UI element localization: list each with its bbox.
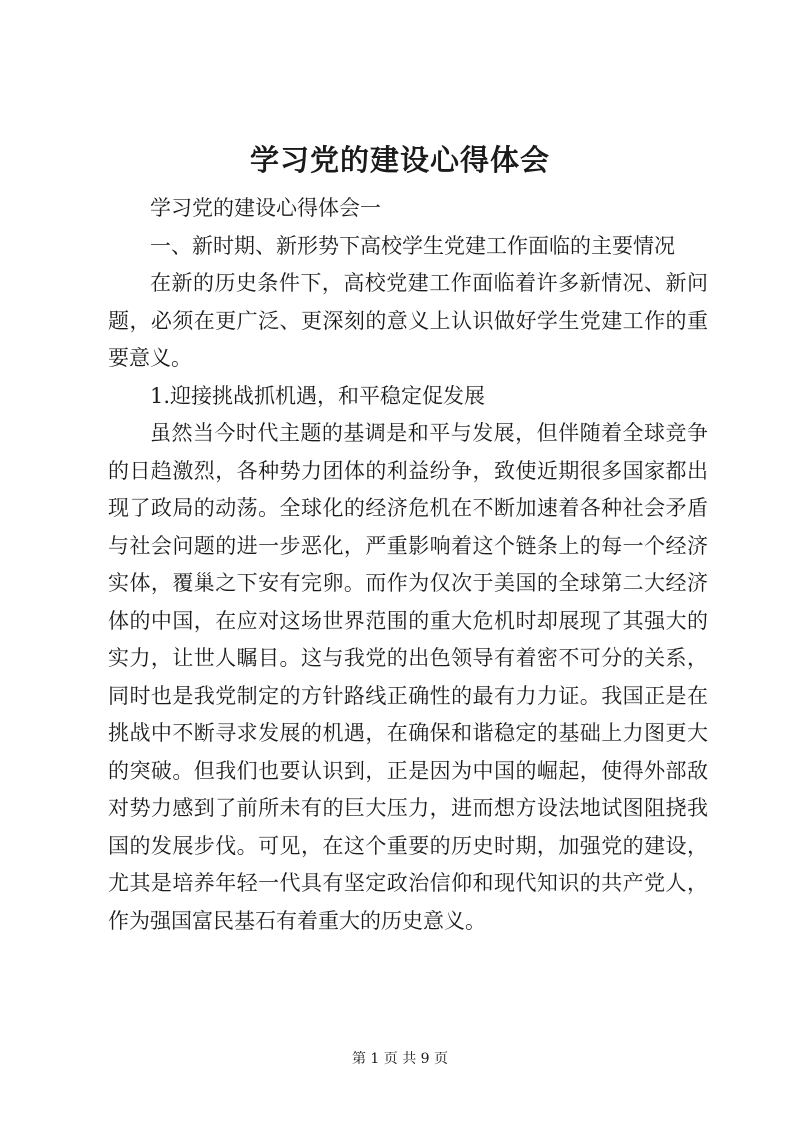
page-footer: 第 1 页 共 9 页	[351, 1051, 449, 1067]
document-body	[108, 190, 708, 940]
section-heading: 学习党的建设心得体会一	[150, 196, 381, 220]
point-heading: 1.迎接挑战抓机遇，和平稳定促发展	[150, 383, 486, 408]
body-paragraph: 在新的历史条件下，高校党建工作面临着许多新情况、新问题，必须在更广泛、更深刻的意义上认识做好学生党建工作的重要意义。	[108, 271, 708, 370]
document-title: 学习党的建设心得体会	[249, 143, 550, 177]
subsection-heading: 一、新时期、新形势下高校学生党建工作面临的主要情况	[150, 233, 675, 258]
body-paragraph: 虽然当今时代主题的基调是和平与发展，但伴随着全球竞争的日趋激烈，各种势力团体的利益纷争，致使近期很多国家都出现了政局的动荡。全球化的经济危机在不断加速着各种社会矛盾与社会问题的进一步恶化，严重影响着这个链条上的每一个经济实体，覆巢之下安有完卵。而作为仅次于美国的全球第二大经济体的中国，在应对这场世界范围的重大危机时却展现了其强大的实力，让世人瞩目。这与我党的出色领导有着密不可分的关系，同时也是我党制定的方针路线正确性的最有力力证。我国正是在挑战中不断寻求发展的机遇，在确保和谐稳定的基础上力图更大的突破。但我们也要认识到，正是因为中国的崛起，使得外部敌对势力感到了前所未有的巨大压力，进而想方设法地试图阻挠我国的发展步伐。可见，在这个重要的历史时期，加强党的建设，尤其是培养年轻一代具有坚定政治信仰和现代知识的共产党人，作为强国富民基石有着重大的历史意义。	[108, 421, 708, 933]
